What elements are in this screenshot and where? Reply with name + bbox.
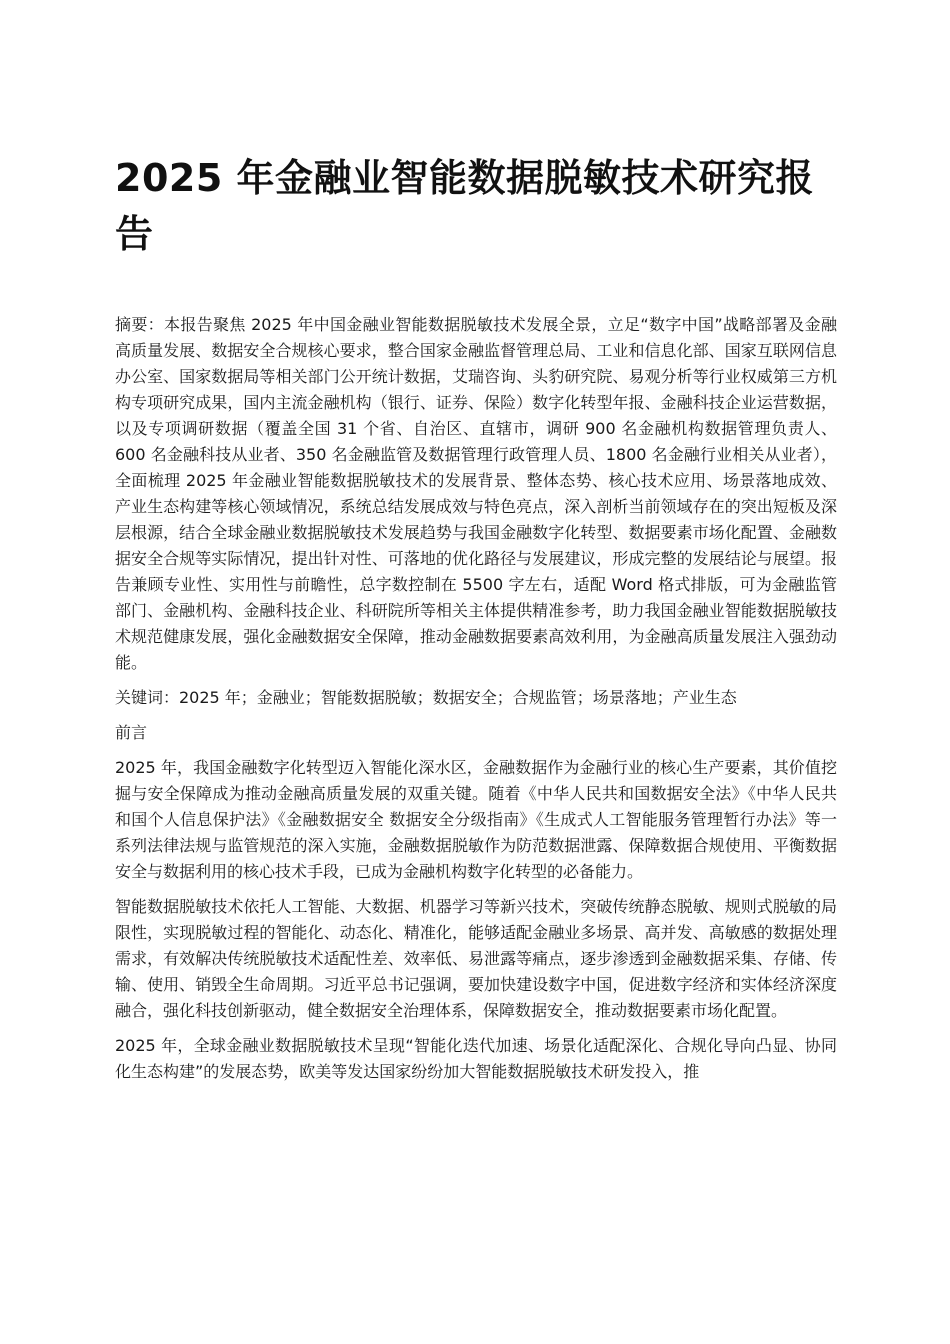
abstract-section [115,312,837,1085]
document-title: 2025 年金融业智能数据脱敏技术研究报告 [115,156,814,256]
document-page [115,150,837,1094]
preface-heading: 前言 [115,723,148,742]
body-paragraph: 2025 年，全球金融业数据脱敏技术呈现“智能化迭代加速、场景化适配深化、合规化导向凸显、协同化生态构建”的发展态势，欧美等发达国家纷纷加大智能数据脱敏技术研发投入，推 [115,1036,837,1081]
keywords-line: 关键词：2025 年；金融业；智能数据脱敏；数据安全；合规监管；场景落地；产业生态 [115,688,737,707]
abstract-paragraph: 摘要：本报告聚焦 2025 年中国金融业智能数据脱敏技术发展全景，立足“数字中国”战略部署及金融高质量发展、数据安全合规核心要求，整合国家金融监督管理总局、工业和信息化部、国家互联网信息办公室、国家数据局等相关部门公开统计数据，艾瑞咨询、头豹研究院、易观分析等行业权威第三方机构专项研究成果，国内主流金融机构（银行、证券、保险）数字化转型年报、金融科技企业运营数据，以及专项调研数据（覆盖全国 31 个省、自治区、直辖市，调研 900 名金融机构数据管理负责人、600 名金融科技从业者、350 名金融监管及数据管理行政管理人员、1800 名金融行业相关从业者），全面梳理 2025 年金融业智能数据脱敏技术的发展背景、整体态势、核心技术应用、场景落地成效、产业生态构建等核心领域情况，系统总结发展成效与特色亮点，深入剖析当前领域存在的突出短板及深层根源，结合全球金融业数据脱敏技术发展趋势与我国金融数字化转型、数据要素市场化配置、金融数据安全合规等实际情况，提出针对性、可落地的优化路径与发展建议，形成完整的发展结论与展望。报告兼顾专业性、实用性与前瞻性，总字数控制在 5500 字左右，适配 Word 格式排版，可为金融监管部门、金融机构、金融科技企业、科研院所等相关主体提供精准参考，助力我国金融业智能数据脱敏技术规范健康发展，强化金融数据安全保障，推动金融数据要素高效利用，为金融高质量发展注入强劲动能。 [115,315,837,672]
body-paragraph: 智能数据脱敏技术依托人工智能、大数据、机器学习等新兴技术，突破传统静态脱敏、规则式脱敏的局限性，实现脱敏过程的智能化、动态化、精准化，能够适配金融业多场景、高并发、高敏感的数据处理需求，有效解决传统脱敏技术适配性差、效率低、易泄露等痛点，逐步渗透到金融数据采集、存储、传输、使用、销毁全生命周期。习近平总书记强调，要加快建设数字中国，促进数字经济和实体经济深度融合，强化科技创新驱动，健全数据安全治理体系，保障数据安全，推动数据要素市场化配置。 [115,897,837,1020]
body-paragraph: 2025 年，我国金融数字化转型迈入智能化深水区，金融数据作为金融行业的核心生产要素，其价值挖掘与安全保障成为推动金融高质量发展的双重关键。随着《中华人民共和国数据安全法》《中华人民共和国个人信息保护法》《金融数据安全 数据安全分级指南》《生成式人工智能服务管理暂行办法》等一系列法律法规与监管规范的深入实施，金融数据脱敏作为防范数据泄露、保障数据合规使用、平衡数据安全与数据利用的核心技术手段，已成为金融机构数字化转型的必备能力。 [115,758,837,881]
